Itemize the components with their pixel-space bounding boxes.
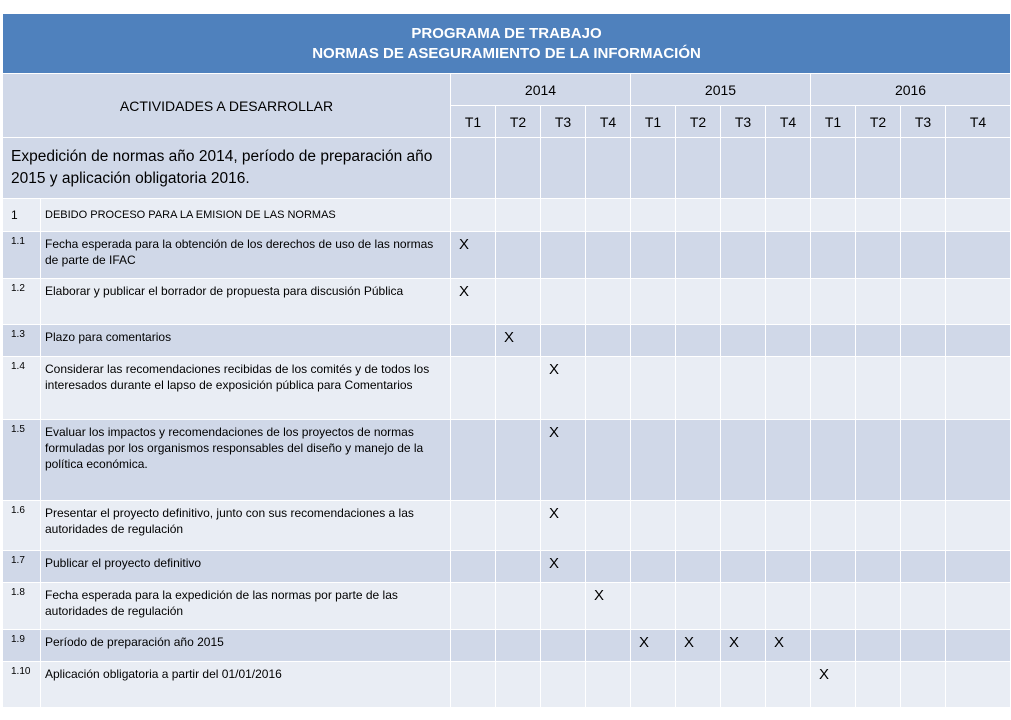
schedule-cell — [496, 630, 541, 662]
activity-number: 1.5 — [3, 420, 41, 501]
schedule-cell — [811, 357, 856, 420]
quarter-header: T3 — [541, 106, 586, 138]
schedule-mark: X — [631, 630, 676, 662]
schedule-cell — [631, 199, 676, 232]
schedule-cell — [631, 551, 676, 583]
schedule-cell — [856, 583, 901, 630]
schedule-cell — [811, 501, 856, 551]
schedule-cell — [766, 325, 811, 357]
quarter-header: T4 — [586, 106, 631, 138]
schedule-cell — [811, 279, 856, 325]
schedule-cell — [721, 551, 766, 583]
year-header: 2015 — [631, 74, 811, 106]
schedule-cell — [451, 630, 496, 662]
schedule-cell — [586, 662, 631, 708]
schedule-cell — [586, 357, 631, 420]
schedule-mark: X — [541, 501, 586, 551]
schedule-cell — [946, 357, 1011, 420]
schedule-cell — [946, 420, 1011, 501]
quarter-header: T3 — [901, 106, 946, 138]
schedule-cell — [766, 551, 811, 583]
quarter-header: T4 — [766, 106, 811, 138]
table-row — [3, 662, 1011, 708]
table-row — [3, 357, 1011, 420]
schedule-cell — [856, 325, 901, 357]
quarter-header: T2 — [856, 106, 901, 138]
schedule-cell — [766, 199, 811, 232]
quarter-header: T3 — [721, 106, 766, 138]
schedule-cell — [901, 199, 946, 232]
schedule-cell — [586, 420, 631, 501]
quarter-header: T1 — [451, 106, 496, 138]
schedule-cell — [721, 357, 766, 420]
schedule-cell — [451, 325, 496, 357]
schedule-cell — [901, 325, 946, 357]
schedule-cell — [721, 138, 766, 199]
schedule-cell — [451, 501, 496, 551]
schedule-cell — [496, 279, 541, 325]
schedule-mark: X — [811, 662, 856, 708]
schedule-mark: X — [586, 583, 631, 630]
schedule-cell — [496, 232, 541, 279]
table-row — [3, 630, 1011, 662]
schedule-cell — [541, 325, 586, 357]
table-row — [3, 199, 1011, 232]
schedule-cell — [901, 279, 946, 325]
quarter-header: T2 — [496, 106, 541, 138]
schedule-cell — [721, 662, 766, 708]
schedule-cell — [946, 232, 1011, 279]
schedule-cell — [676, 662, 721, 708]
schedule-cell — [721, 583, 766, 630]
schedule-cell — [946, 551, 1011, 583]
schedule-cell — [631, 662, 676, 708]
schedule-cell — [856, 232, 901, 279]
schedule-cell — [676, 501, 721, 551]
schedule-cell — [946, 501, 1011, 551]
schedule-cell — [676, 199, 721, 232]
schedule-cell — [721, 279, 766, 325]
schedule-cell — [541, 199, 586, 232]
quarter-header: T1 — [631, 106, 676, 138]
schedule-cell — [676, 357, 721, 420]
schedule-mark: X — [541, 357, 586, 420]
schedule-cell — [631, 501, 676, 551]
schedule-cell — [451, 662, 496, 708]
schedule-cell — [631, 232, 676, 279]
schedule-cell — [811, 551, 856, 583]
schedule-mark: X — [721, 630, 766, 662]
schedule-cell — [856, 551, 901, 583]
schedule-cell — [901, 138, 946, 199]
schedule-cell — [811, 630, 856, 662]
schedule-cell — [631, 420, 676, 501]
schedule-cell — [856, 420, 901, 501]
table-row — [3, 232, 1011, 279]
schedule-cell — [676, 325, 721, 357]
activity-number: 1.2 — [3, 279, 41, 325]
schedule-cell — [946, 583, 1011, 630]
schedule-cell — [496, 199, 541, 232]
schedule-mark: X — [541, 420, 586, 501]
schedule-cell — [766, 232, 811, 279]
schedule-cell — [451, 551, 496, 583]
schedule-cell — [856, 357, 901, 420]
quarter-header: T1 — [811, 106, 856, 138]
schedule-cell — [811, 325, 856, 357]
schedule-cell — [766, 420, 811, 501]
schedule-cell — [901, 662, 946, 708]
schedule-cell — [676, 551, 721, 583]
schedule-cell — [586, 630, 631, 662]
schedule-cell — [721, 232, 766, 279]
table-row — [3, 501, 1011, 551]
activity-description: Elaborar y publicar el borrador de propuesta para discusión Pública — [41, 279, 451, 325]
schedule-cell — [901, 357, 946, 420]
activity-description: Período de preparación año 2015 — [41, 630, 451, 662]
schedule-cell — [496, 551, 541, 583]
activity-description: Considerar las recomendaciones recibidas de los comités y de todos los interesados durante el lapso de exposición pública para Comentarios — [41, 357, 451, 420]
schedule-cell — [946, 662, 1011, 708]
schedule-cell — [541, 279, 586, 325]
schedule-cell — [541, 138, 586, 199]
quarter-header: T4 — [946, 106, 1011, 138]
activity-description: Presentar el proyecto definitivo, junto con sus recomendaciones a las autoridades de regulación — [41, 501, 451, 551]
activity-number: 1 — [3, 199, 41, 232]
schedule-cell — [901, 551, 946, 583]
activity-description: Evaluar los impactos y recomendaciones de los proyectos de normas formuladas por los organismos responsables del diseño y manejo de la política económica. — [41, 420, 451, 501]
activity-description: Fecha esperada para la expedición de las normas por parte de las autoridades de regulación — [41, 583, 451, 630]
schedule-cell — [856, 199, 901, 232]
schedule-cell — [811, 420, 856, 501]
table-row — [3, 551, 1011, 583]
schedule-cell — [631, 279, 676, 325]
activity-description: Publicar el proyecto definitivo — [41, 551, 451, 583]
schedule-cell — [676, 420, 721, 501]
schedule-mark: X — [676, 630, 721, 662]
schedule-cell — [901, 420, 946, 501]
schedule-cell — [811, 138, 856, 199]
schedule-cell — [451, 583, 496, 630]
schedule-cell — [946, 630, 1011, 662]
schedule-cell — [766, 138, 811, 199]
schedule-cell — [496, 583, 541, 630]
activity-number: 1.1 — [3, 232, 41, 279]
schedule-cell — [856, 279, 901, 325]
table-row — [3, 279, 1011, 325]
activity-number: 1.8 — [3, 583, 41, 630]
schedule-cell — [541, 630, 586, 662]
activity-description: Fecha esperada para la obtención de los derechos de uso de las normas de parte de IFAC — [41, 232, 451, 279]
schedule-mark: X — [496, 325, 541, 357]
schedule-cell — [586, 232, 631, 279]
schedule-cell — [721, 325, 766, 357]
activity-number: 1.9 — [3, 630, 41, 662]
activity-number: 1.4 — [3, 357, 41, 420]
schedule-cell — [676, 232, 721, 279]
schedule-cell — [676, 583, 721, 630]
schedule-cell — [496, 420, 541, 501]
schedule-cell — [766, 583, 811, 630]
table-title-cell — [3, 14, 1011, 74]
table-subtitle: NORMAS DE ASEGURAMIENTO DE LA INFORMACIÓN — [312, 44, 701, 62]
schedule-cell — [451, 420, 496, 501]
schedule-cell — [496, 662, 541, 708]
schedule-cell — [811, 232, 856, 279]
schedule-cell — [586, 138, 631, 199]
schedule-cell — [451, 138, 496, 199]
schedule-mark: X — [766, 630, 811, 662]
schedule-cell — [586, 325, 631, 357]
schedule-cell — [496, 357, 541, 420]
schedule-cell — [811, 583, 856, 630]
schedule-cell — [721, 420, 766, 501]
schedule-cell — [856, 138, 901, 199]
schedule-mark: X — [451, 232, 496, 279]
year-header: 2014 — [451, 74, 631, 106]
activity-number: 1.3 — [3, 325, 41, 357]
schedule-cell — [946, 138, 1011, 199]
schedule-cell — [766, 357, 811, 420]
schedule-cell — [901, 501, 946, 551]
work-program-table — [2, 13, 1011, 708]
activity-description: Plazo para comentarios — [41, 325, 451, 357]
table-row — [3, 420, 1011, 501]
schedule-cell — [451, 357, 496, 420]
activity-number: 1.7 — [3, 551, 41, 583]
schedule-cell — [451, 199, 496, 232]
schedule-cell — [496, 138, 541, 199]
schedule-cell — [946, 279, 1011, 325]
schedule-cell — [631, 357, 676, 420]
schedule-cell — [586, 199, 631, 232]
table-title: PROGRAMA DE TRABAJO — [411, 24, 602, 42]
schedule-cell — [631, 138, 676, 199]
activity-description: Aplicación obligatoria a partir del 01/01/2016 — [41, 662, 451, 708]
schedule-cell — [586, 279, 631, 325]
table-row — [3, 325, 1011, 357]
schedule-cell — [541, 662, 586, 708]
schedule-cell — [766, 662, 811, 708]
schedule-cell — [676, 138, 721, 199]
activities-header: ACTIVIDADES A DESARROLLAR — [3, 74, 451, 138]
schedule-mark: X — [451, 279, 496, 325]
activity-number: 1.6 — [3, 501, 41, 551]
schedule-cell — [901, 232, 946, 279]
schedule-cell — [766, 279, 811, 325]
schedule-cell — [541, 583, 586, 630]
schedule-cell — [721, 501, 766, 551]
schedule-cell — [856, 662, 901, 708]
activity-description: DEBIDO PROCESO PARA LA EMISION DE LAS NORMAS — [41, 199, 451, 232]
activity-number: 1.10 — [3, 662, 41, 708]
schedule-mark: X — [541, 551, 586, 583]
schedule-cell — [721, 199, 766, 232]
schedule-cell — [676, 279, 721, 325]
schedule-cell — [631, 325, 676, 357]
schedule-cell — [946, 199, 1011, 232]
schedule-cell — [856, 630, 901, 662]
program-intro: Expedición de normas año 2014, período de preparación año 2015 y aplicación obligatoria 2016. — [3, 138, 451, 199]
schedule-cell — [901, 630, 946, 662]
schedule-cell — [901, 583, 946, 630]
schedule-cell — [586, 501, 631, 551]
schedule-cell — [856, 501, 901, 551]
schedule-cell — [541, 232, 586, 279]
year-header: 2016 — [811, 74, 1011, 106]
table-row — [3, 583, 1011, 630]
work-program-table-container — [2, 13, 987, 708]
schedule-cell — [946, 325, 1011, 357]
schedule-cell — [631, 583, 676, 630]
quarter-header: T2 — [676, 106, 721, 138]
schedule-cell — [496, 501, 541, 551]
schedule-cell — [586, 551, 631, 583]
schedule-cell — [766, 501, 811, 551]
schedule-cell — [811, 199, 856, 232]
